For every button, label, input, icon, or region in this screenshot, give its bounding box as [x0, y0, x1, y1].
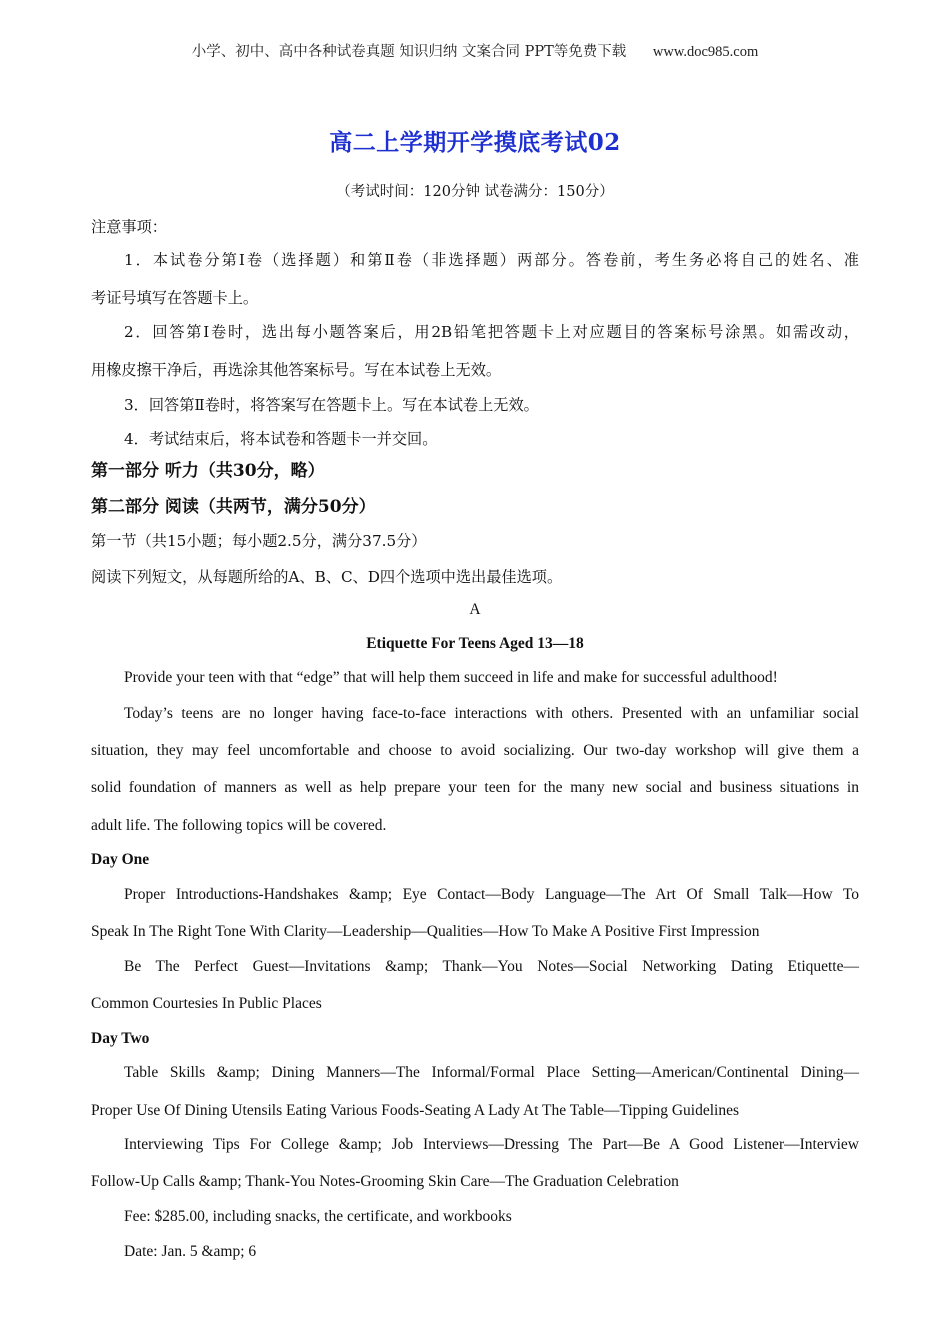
note-1-line-1: 1．本试卷分第Ⅰ卷（选择题）和第Ⅱ卷（非选择题）两部分。答卷前，考生务必将自己的姓名、准 [124, 251, 859, 269]
note-1-line-2: 考证号填写在答题卡上。 [91, 289, 259, 307]
exam-title: 高二上学期开学摸底考试02 [329, 129, 621, 156]
fee-line: Fee: $285.00, including snacks, the certificate, and workbooks [124, 1208, 512, 1225]
day-one-topics-a-line-2: Speak In The Right Tone With Clarity—Leadership—Qualities—How To Make A Positive First Impression [91, 923, 760, 940]
note-4: 4．考试结束后，将本试卷和答题卡一并交回。 [124, 430, 438, 448]
section-one-heading: 第一节（共15小题；每小题2.5分，满分37.5分） [91, 532, 427, 550]
note-2-line-1: 2．回答第Ⅰ卷时，选出每小题答案后，用2B铅笔把答题卡上对应题目的答案标号涂黑。如需改动， [124, 323, 859, 341]
reading-instruction: 阅读下列短文，从每题所给的A、B、C、D四个选项中选出最佳选项。 [91, 568, 563, 586]
paragraph-1: Provide your teen with that “edge” that will help them succeed in life and make for successful adulthood! [124, 669, 778, 686]
passage-title: Etiquette For Teens Aged 13—18 [366, 635, 584, 652]
date-line: Date: Jan. 5 &amp; 6 [124, 1243, 257, 1260]
header-site-link[interactable]: www.doc985.com [652, 44, 759, 60]
day-two-heading: Day Two [91, 1030, 150, 1047]
part-one-heading: 第一部分 听力（共30分，略） [91, 461, 325, 481]
part-two-heading: 第二部分 阅读（共两节，满分50分） [91, 497, 376, 517]
note-3: 3．回答第Ⅱ卷时，将答案写在答题卡上。写在本试卷上无效。 [124, 396, 539, 414]
paragraph-2-line-2: situation, they may feel uncomfortable and choose to avoid socializing. Our two-day workshop will give them a [91, 742, 859, 759]
day-one-heading: Day One [91, 851, 150, 868]
day-two-topics-a-line-2: Proper Use Of Dining Utensils Eating Various Foods-Seating A Lady At The Table—Tipping Guidelines [91, 1102, 740, 1119]
day-one-topics-b-line-2: Common Courtesies In Public Places [91, 995, 322, 1012]
day-two-topics-b-line-1: Interviewing Tips For College &amp; Job Interviews—Dressing The Part—Be A Good Listener—Interview [124, 1136, 859, 1153]
day-two-topics-a-line-1: Table Skills &amp; Dining Manners—The Informal/Formal Place Setting—American/Continental Dining— [124, 1064, 859, 1081]
paragraph-2-line-1: Today’s teens are no longer having face-to-face interactions with others. Presented with an unfamiliar social [124, 705, 859, 722]
day-one-topics-a-line-1: Proper Introductions-Handshakes &amp; Eye Contact—Body Language—The Art Of Small Talk—How To [124, 886, 859, 903]
notes-heading: 注意事项： [91, 218, 167, 236]
note-2-line-2: 用橡皮擦干净后，再选涂其他答案标号。写在本试卷上无效。 [91, 361, 502, 379]
day-one-topics-b-line-1: Be The Perfect Guest—Invitations &amp; Thank—You Notes—Social Networking Dating Etiquette— [124, 958, 859, 975]
day-two-topics-b-line-2: Follow-Up Calls &amp; Thank-You Notes-Grooming Skin Care—The Graduation Celebration [91, 1173, 679, 1190]
exam-info: （考试时间：120分钟 试卷满分：150分） [336, 184, 614, 200]
paragraph-2-line-4: adult life. The following topics will be covered. [91, 817, 387, 834]
paragraph-2-line-3: solid foundation of manners as well as help prepare your teen for the many new social and business situations in [91, 779, 859, 796]
passage-label: A [469, 601, 481, 618]
page-header [0, 40, 950, 61]
header-text: 小学、初中、高中各种试卷真题 知识归纳 文案合同 PPT等免费下载 [191, 44, 627, 60]
